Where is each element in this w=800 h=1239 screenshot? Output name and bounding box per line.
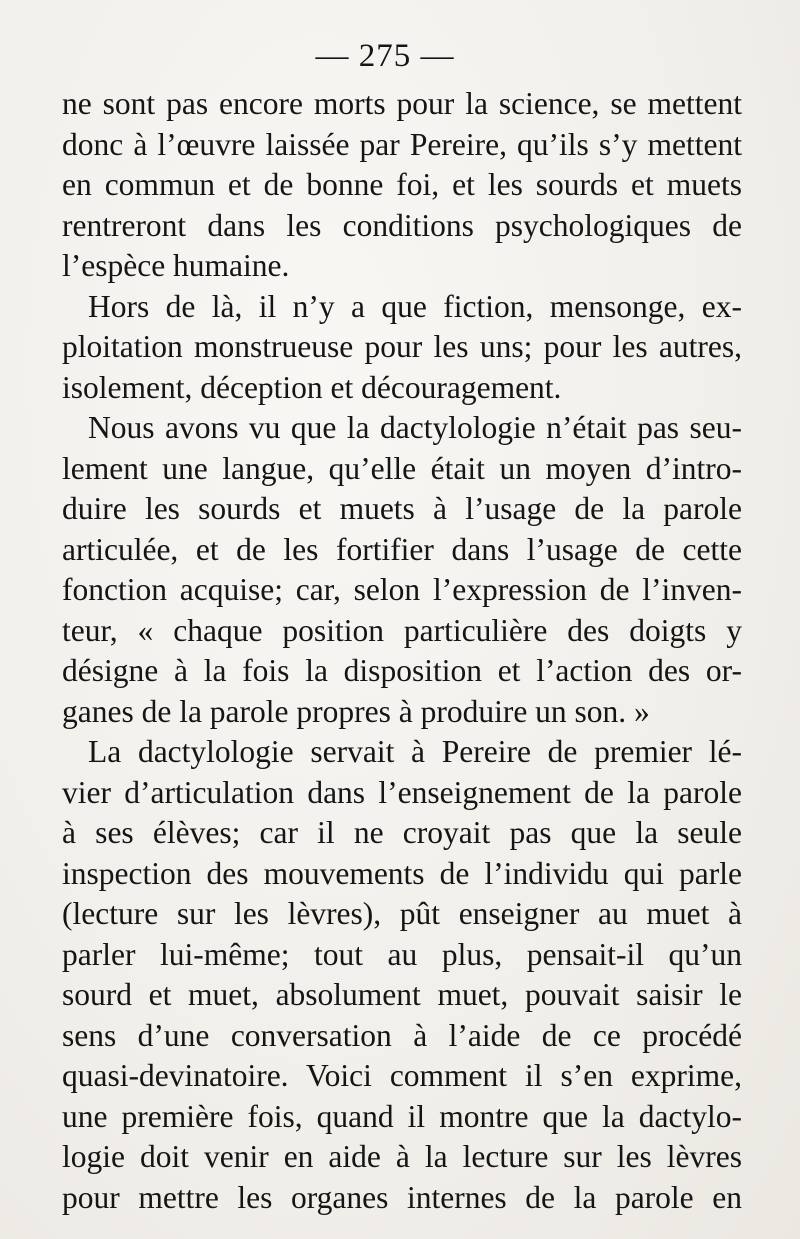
text-line: sens d’une conversation à l’aide de ce procédé [62, 1017, 742, 1053]
text-line: une première fois, quand il montre que la dactylo- [62, 1098, 742, 1134]
text-line: Nous avons vu que la dactylologie n’était pas seu- [88, 410, 742, 445]
text-line: parler lui-même; tout au plus, pensait-il qu’un [62, 936, 742, 972]
text-line: articulée, et de les fortifier dans l’usage de cette [62, 531, 742, 567]
text-line: en commun et de bonne foi, et les sourds et muets [62, 167, 742, 202]
text-line: logie doit venir en aide à la lecture sur les lèvres [62, 1139, 742, 1174]
text-line: fonction acquise; car, selon l’expression de l’inven- [62, 572, 742, 607]
text-line: donc à l’œuvre laissée par Pereire, qu’ils s’y mettent [62, 126, 742, 162]
text-line: sourd et muet, absolument muet, pouvait saisir le [62, 977, 742, 1012]
text-line: duire les sourds et muets à l’usage de la parole [62, 491, 742, 526]
text-line: isolement, déception et découragement. [62, 369, 562, 405]
text-line: désigne à la fois la disposition et l’action des or- [62, 653, 742, 688]
text-line: ne sont pas encore morts pour la science, se mettent [62, 86, 742, 121]
text-line: quasi-devinatoire. Voici comment il s’en exprime, [62, 1058, 742, 1093]
body-text [62, 84, 742, 1218]
text-line: rentreront dans les conditions psychologiques de [62, 207, 742, 243]
text-line: Hors de là, il n’y a que fiction, mensonge, ex- [88, 288, 742, 324]
text-line: inspection des mouvements de l’individu qui parle [62, 855, 742, 891]
text-line: lement une langue, qu’elle était un moyen d’intro- [62, 450, 742, 486]
page-number: — 275 — [315, 38, 455, 74]
text-line: ganes de la parole propres à produire un son. » [62, 693, 650, 729]
text-line: La dactylologie servait à Pereire de premier lé- [88, 734, 742, 769]
text-line: vier d’articulation dans l’enseignement de la parole [62, 774, 742, 810]
text-line: à ses élèves; car il ne croyait pas que la seule [62, 815, 742, 850]
text-line: ploitation monstrueuse pour les uns; pour les autres, [62, 329, 742, 364]
text-line: (lecture sur les lèvres), pût enseigner au muet à [62, 896, 742, 931]
text-line: l’espèce humaine. [62, 248, 290, 283]
text-line: pour mettre les organes internes de la parole en [62, 1179, 742, 1215]
text-line: teur, « chaque position particulière des doigts y [62, 612, 742, 648]
